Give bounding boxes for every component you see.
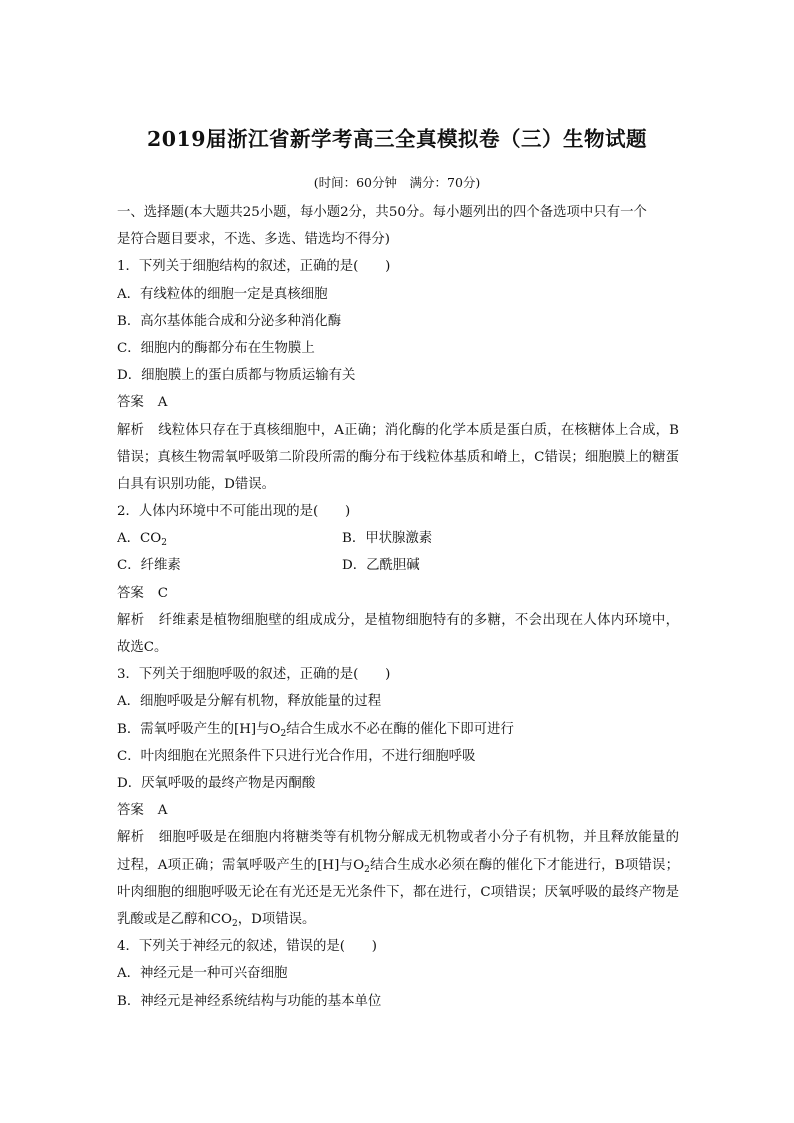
analysis-text: 细胞呼吸是在细胞内将糖类等有机物分解成无机物或者小分子有机物，并且释放能量的过程，A项正确；需氧呼吸产生的[H]与O [117,830,680,873]
question-3 [117,661,679,933]
option-a: A．神经元是一种可兴奋细胞 [117,966,288,982]
analysis-label: 解析 [117,612,145,628]
analysis-text-mid: 结合生成水必须在酶的催化下才能进行，B项错误；叶肉细胞的细胞呼吸无论在有光还是无光条件下，都在进行，C项错误；厌氧呼吸的最终产物是乳酸或是乙醇和CO [117,857,679,927]
option-b-text: B．需氧呼吸产生的[H]与O [117,721,281,737]
question-stem: 3．下列关于细胞呼吸的叙述，正确的是( ) [117,667,391,683]
option-b-subscript: 2 [280,728,287,739]
question-1 [117,253,679,498]
option-b: B．神经元是神经系统结构与功能的基本单位 [117,993,382,1009]
option-b: B．高尔基体能合成和分泌多种消化酶 [117,313,342,329]
answer-label: 答案 [117,395,144,411]
question-stem: 2．人体内环境中不可能出现的是( ) [117,504,351,520]
answer-value: A [157,395,168,411]
analysis-text-end: ，D项错误。 [237,912,316,927]
option-a: A．细胞呼吸是分解有机物，释放能量的过程 [117,694,382,710]
analysis-row [117,607,679,661]
option-b-text-end: 结合生成水不必在酶的催化下即可进行 [286,721,514,737]
page-title: 2019届浙江省新学考高三全真模拟卷（三）生物试题 [146,127,648,151]
option-a: A．有线粒体的细胞一定是真核细胞 [117,286,328,302]
option-d: D．厌氧呼吸的最终产物是丙酮酸 [117,776,316,792]
option-b: B．甲状腺激素 [342,531,433,547]
answer-row [117,389,679,416]
section-heading-line-2: 是符合题目要求，不选、多选、错选均不得分) [117,232,391,248]
option-row [117,525,679,552]
answer-value: A [157,803,168,819]
exam-meta: (时间：60分钟 满分：70分) [313,175,481,190]
analysis-subscript: 2 [364,864,370,875]
answer-row [117,797,679,824]
answer-label: 答案 [117,585,144,601]
question-4 [117,933,679,1015]
option-d: D．乙酰胆碱 [342,558,420,574]
option-a-subscript: 2 [161,538,168,549]
analysis-label: 解析 [117,422,145,438]
analysis-text: 纤维素是植物细胞壁的组成成分，是植物细胞特有的多糖，不会出现在人体内环境中，故选C。 [117,612,680,656]
question-2 [117,498,679,661]
answer-row [117,580,679,607]
exam-content [117,199,679,1015]
option-c: C．细胞内的酶都分布在生物膜上 [117,340,315,356]
analysis-row [117,417,679,499]
question-stem: 1．下列关于细胞结构的叙述，正确的是( ) [117,259,391,275]
analysis-text: 线粒体只存在于真核细胞中，A正确；消化酶的化学本质是蛋白质，在核糖体上合成，B错误；真核生物需氧呼吸第二阶段所需的酶分布于线粒体基质和嵴上，C错误；细胞膜上的糖蛋白具有识别功能，D错误。 [117,422,679,492]
section-heading-line-1: 一、选择题(本大题共25小题，每小题2分，共50分。每小题列出的四个备选项中只有一个 [117,205,647,220]
analysis-label: 解析 [117,830,145,846]
question-stem: 4．下列关于神经元的叙述，错误的是( ) [117,939,377,955]
option-a-text: A．CO [117,531,162,547]
analysis-subscript: 2 [231,919,238,929]
answer-value: C [157,585,169,601]
option-c: C．叶肉细胞在光照条件下只进行光合作用，不进行细胞呼吸 [117,748,476,764]
answer-label: 答案 [117,803,144,819]
option-c: C．纤维素 [117,558,181,574]
option-b [117,716,679,743]
analysis-row [117,824,679,933]
option-row [117,552,679,579]
option-a [117,525,342,552]
option-d: D．细胞膜上的蛋白质都与物质运输有关 [117,368,356,384]
